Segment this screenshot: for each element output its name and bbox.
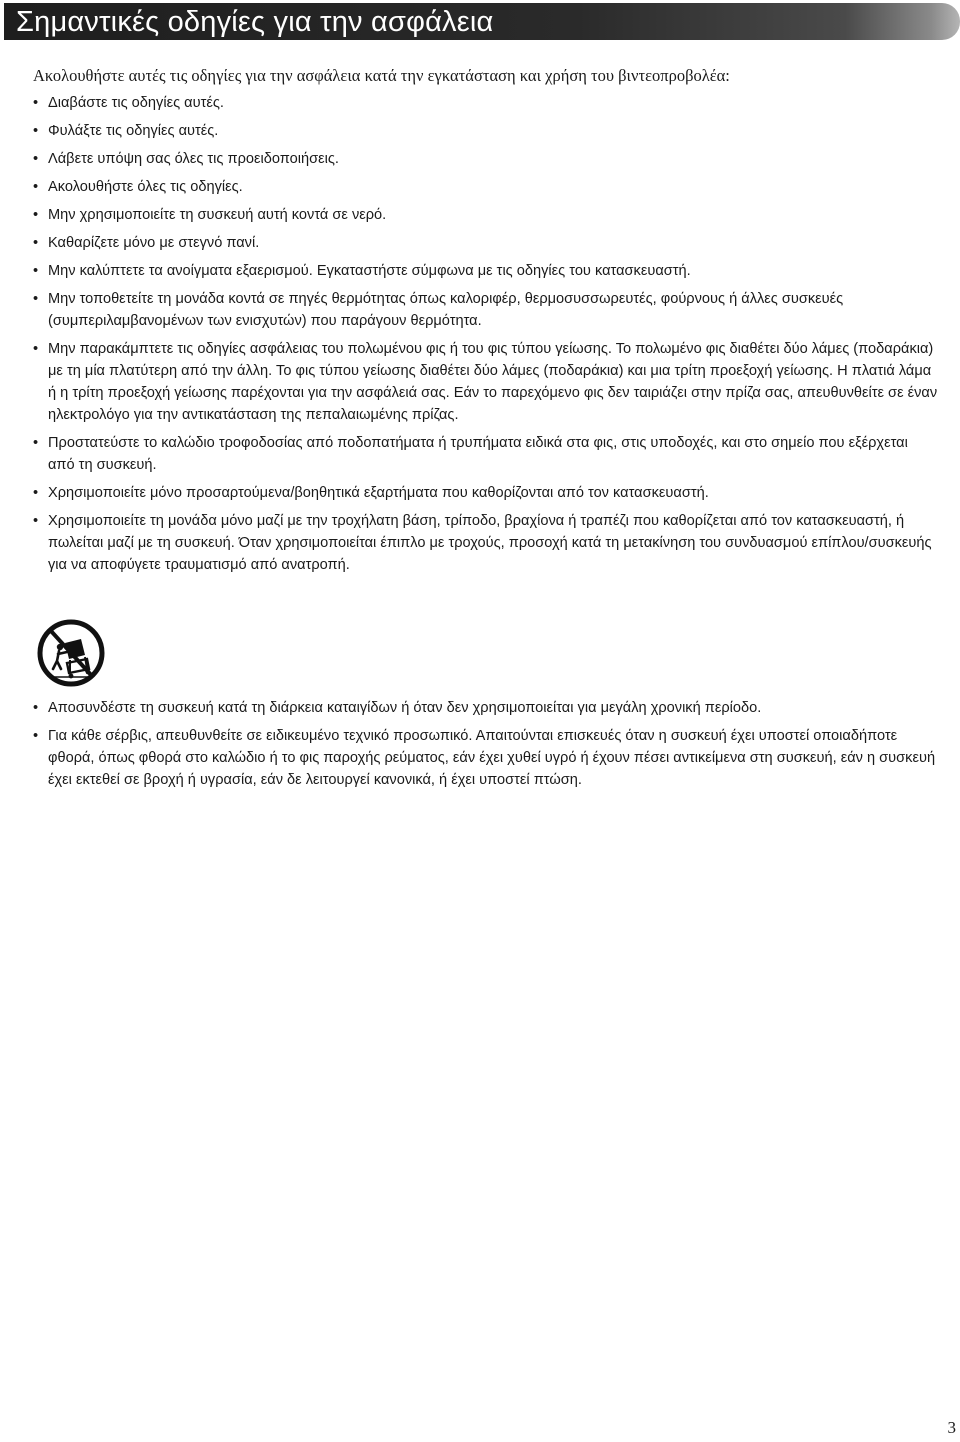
safety-instructions-list-continued <box>33 697 938 797</box>
list-item: • Φυλάξτε τις οδηγίες αυτές. <box>33 120 938 142</box>
list-item: • Καθαρίζετε μόνο με στεγνό πανί. <box>33 232 938 254</box>
list-item: • Προστατεύστε το καλώδιο τροφοδοσίας από ποδοπατήματα ή τρυπήματα ειδικά στα φις, στις υποδοχές, και στο σημείο που εξέρχεται από τη συσκευή. <box>33 432 938 476</box>
cart-tip-over-warning-icon <box>37 619 105 687</box>
list-item: • Διαβάστε τις οδηγίες αυτές. <box>33 92 938 114</box>
list-item: • Χρησιμοποιείτε τη μονάδα μόνο μαζί με την τροχήλατη βάση, τρίποδο, βραχίονα ή τραπέζι που καθορίζεται από τον κατασκευαστή, ή πωλείται μαζί με τη συσκευή. Όταν χρησιμοποιείται έπιπλο με τροχούς, προσοχή κατά τη μετακίνηση του συνδυασμού επίπλου/συσκευής για να αποφύγετε τραυματισμό από ανατροπή. <box>33 510 938 576</box>
page-number: 3 <box>947 1418 956 1437</box>
page-title-bar <box>4 3 960 40</box>
list-item: • Ακολουθήστε όλες τις οδηγίες. <box>33 176 938 198</box>
intro-text: Ακολουθήστε αυτές τις οδηγίες για την ασφάλεια κατά την εγκατάσταση και χρήση του βιντεοπροβολέα: <box>33 66 730 85</box>
safety-instructions-list <box>33 92 938 582</box>
list-item: • Μην παρακάμπτετε τις οδηγίες ασφάλειας του πολωμένου φις ή του φις τύπου γείωσης. Το πολωμένο φις διαθέτει δύο λάμες (ποδαράκια) με τη μία πλατύτερη από την άλλη. Το φις τύπου γείωσης διαθέτει δύο λάμες (ποδαράκια) και μια τρίτη προεξοχή γείωσης. Η πλατιά λάμα ή η τρίτη προεξοχή γείωσης παρέχονται για την ασφάλειά σας. Εάν το παρεχόμενο φις δεν ταιριάζει στην πρίζα σας, απευθυνθείτε σε έναν ηλεκτρολόγο για την αντικατάσταση της πεπαλαιωμένης πρίζας. <box>33 338 938 426</box>
list-item: • Μην καλύπτετε τα ανοίγματα εξαερισμού. Εγκαταστήστε σύμφωνα με τις οδηγίες του κατασκευαστή. <box>33 260 938 282</box>
list-item: • Μην τοποθετείτε τη μονάδα κοντά σε πηγές θερμότητας όπως καλοριφέρ, θερμοσυσσωρευτές, φούρνους ή άλλες συσκευές (συμπεριλαμβανομένων των ενισχυτών) που παράγουν θερμότητα. <box>33 288 938 332</box>
list-item: • Μην χρησιμοποιείτε τη συσκευή αυτή κοντά σε νερό. <box>33 204 938 226</box>
list-item: • Χρησιμοποιείτε μόνο προσαρτούμενα/βοηθητικά εξαρτήματα που καθορίζονται από τον κατασκευαστή. <box>33 482 938 504</box>
list-item: • Αποσυνδέστε τη συσκευή κατά τη διάρκεια καταιγίδων ή όταν δεν χρησιμοποιείται για μεγάλη χρονική περίοδο. <box>33 697 938 719</box>
page-title: Σημαντικές οδηγίες για την ασφάλεια <box>16 6 494 38</box>
list-item: • Λάβετε υπόψη σας όλες τις προειδοποιήσεις. <box>33 148 938 170</box>
list-item: • Για κάθε σέρβις, απευθυνθείτε σε ειδικευμένο τεχνικό προσωπικό. Απαιτούνται επισκευές όταν η συσκευή έχει υποστεί οποιαδήποτε φθορά, όπως φθορά στο καλώδιο ή το φις παροχής ρεύματος, εάν έχει χυθεί υγρό ή έχουν πέσει αντικείμενα στη συσκευή, εάν η συσκευή έχει εκτεθεί σε βροχή ή υγρασία, εάν δε λειτουργεί κανονικά, ή έχει υποστεί πτώση. <box>33 725 938 791</box>
